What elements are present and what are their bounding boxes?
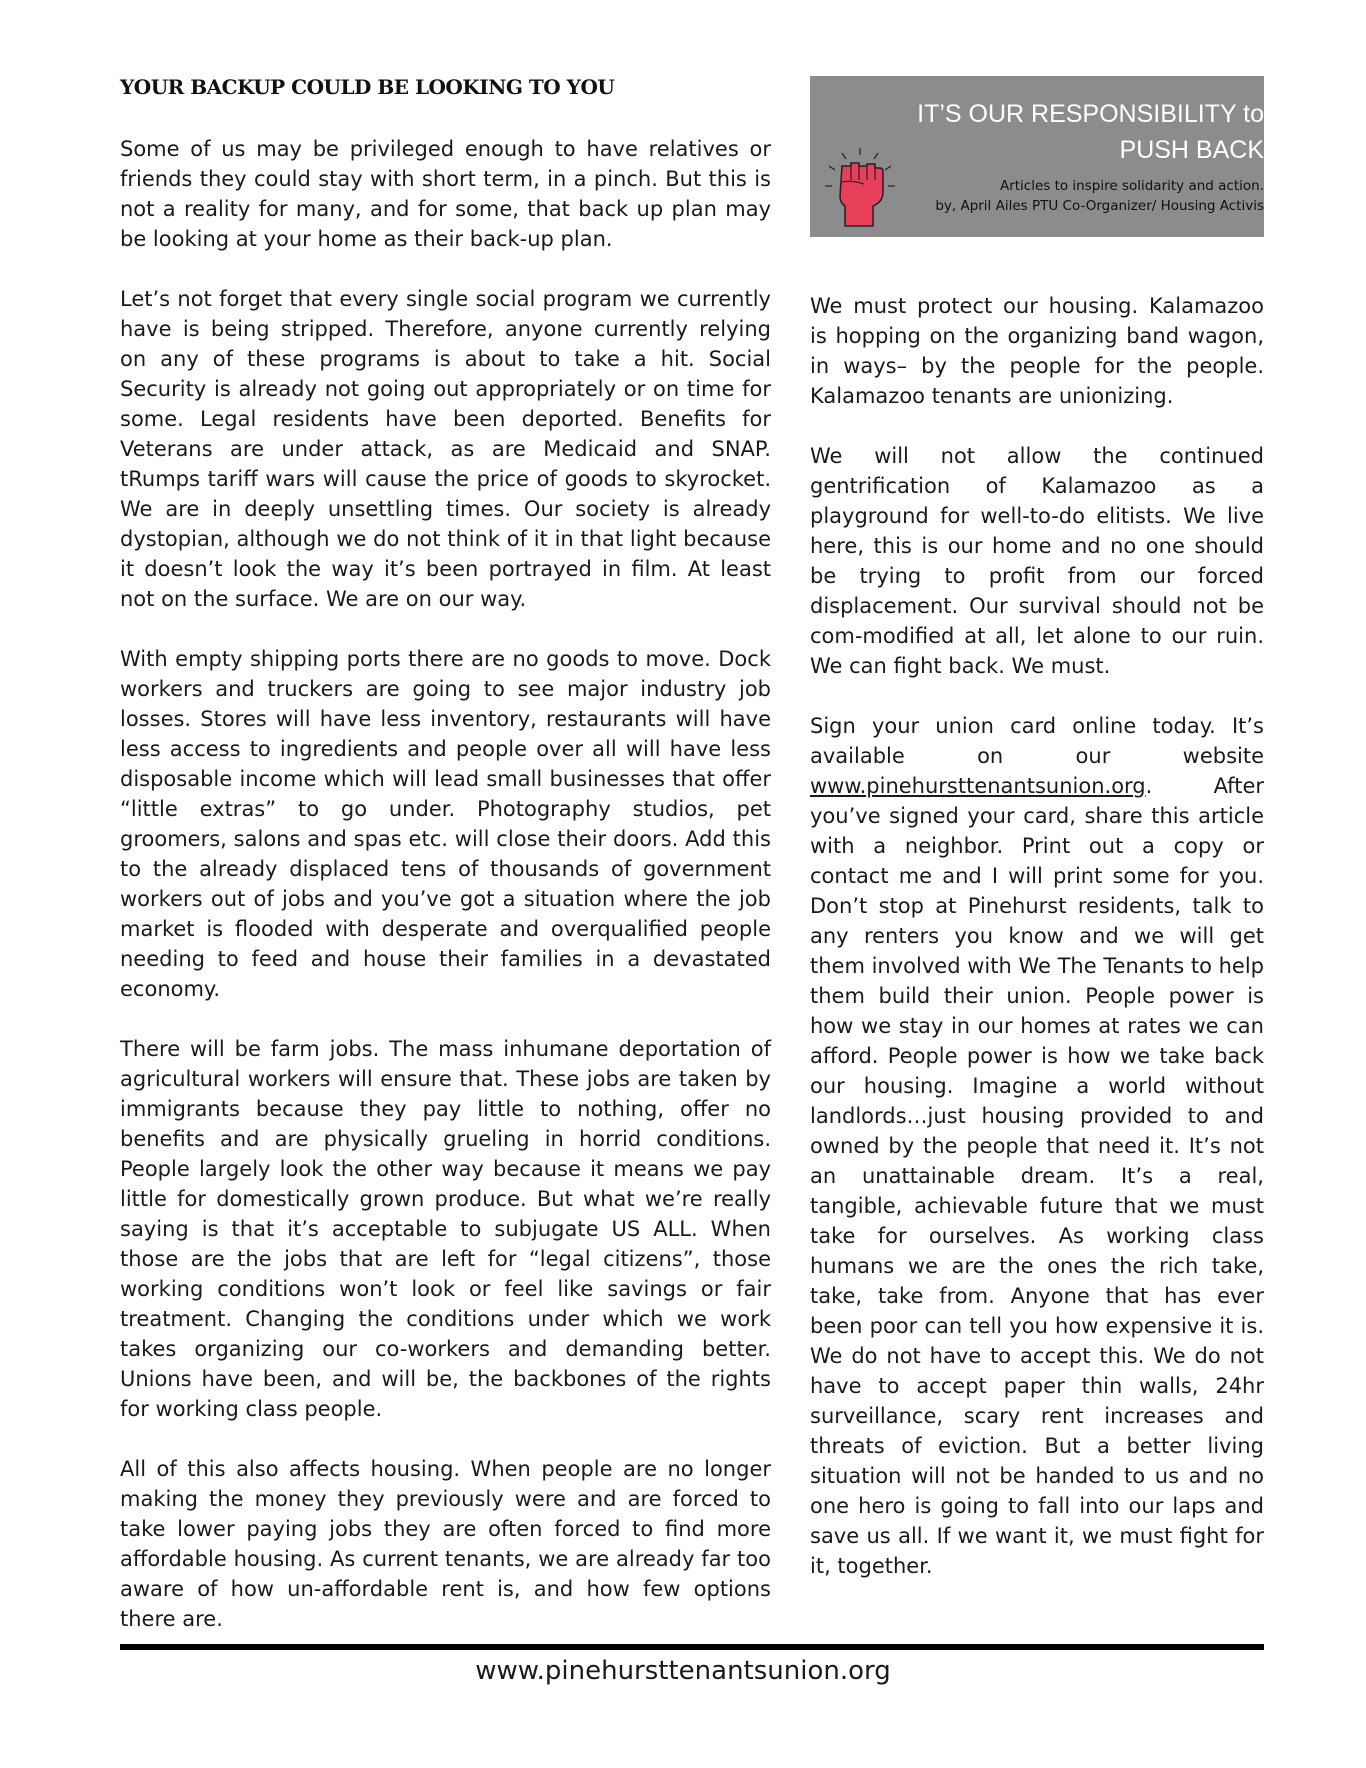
left-paragraph-4: There will be farm jobs. The mass inhumane deportation of agricultural workers will ensure that. These jobs are taken by immigrants because they pay little to nothing, offer no benefits and are physically grueling in horrid conditions. People largely look the other way because it means we pay little for domestically grown produce. But what we’re really saying is that it’s acceptable to subjugate US ALL. When those are the jobs that are left for “legal citizens”, those working conditions won’t look or feel like savings or fair treatment. Changing the conditions under which we work takes organizing our co-workers and demanding better. Unions have been, and will be, the backbones of the rights for working class people.	[120, 1037, 771, 1421]
banner-subtitle-line-2: by, April Ailes PTU Co-Organizer/ Housing Activis	[935, 198, 1264, 214]
footer-divider	[120, 1644, 1264, 1650]
article-headline: YOUR BACKUP COULD BE LOOKING TO YOU	[120, 75, 615, 99]
right-paragraph-3	[810, 711, 1264, 1581]
banner-subtitle-line-1: Articles to inspire solidarity and action.	[999, 178, 1264, 194]
right-paragraph-2: We will not allow the continued gentrification of Kalamazoo as a playground for well-to-do elitists. We live here, this is our home and no one should be trying to profit from our forced displacement. Our survival should not be com-modified at all, let alone to our ruin. We can fight back. We must.	[810, 444, 1264, 678]
left-column	[120, 74, 771, 1664]
sign-text-start: Sign your union card online today. It’s available on our website	[810, 714, 1264, 768]
sign-text-rest: . After you’ve signed your card, share this article with a neighbor. Print out a copy or contact me and I will print some for you. Don’t stop at Pinehurst residents, talk to any renters you know and we will get them involved with We The Tenants to help them build their union. People power is how we stay in our homes at rates we can afford. People power is how we take back our housing. Imagine a world without landlords…just housing provided to and owned by the people that need it. It’s not an unattainable dream. It’s a real, tangible, achievable future that we must take for ourselves. As working class humans we are the ones the rich take, take, take from. Anyone that has ever been poor can tell you how expensive it is. We do not have to accept this. We do not have to accept paper thin walls, 24hr surveillance, scary rent increases and threats of eviction. But a better living situation will not be handed to us and no one hero is going to fall into our laps and save us all. If we want it, we must fight for it, together.	[810, 774, 1264, 1578]
column-banner	[810, 76, 1264, 237]
website-link[interactable]: www.pinehursttenantsunion.org	[810, 774, 1146, 798]
left-paragraph-5: All of this also affects housing. When people are no longer making the money they previously were and are forced to take lower paying jobs they are often forced to find more affordable housing. As current tenants, we are already far too aware of how un-affordable rent is, and how few options there are.	[120, 1457, 771, 1631]
banner-title: IT’S OUR RESPONSIBILITY to PUSH BACK	[917, 100, 1264, 164]
footer-url[interactable]: www.pinehursttenantsunion.org	[475, 1656, 891, 1686]
banner-subtitle	[935, 176, 1264, 216]
left-paragraph-1: Some of us may be privileged enough to have relatives or friends they could stay with short term, in a pinch. But this is not a reality for many, and for some, that back up plan may be looking at your home as their back-up plan.	[120, 137, 771, 251]
right-column	[810, 76, 1264, 1611]
left-paragraph-3: With empty shipping ports there are no goods to move. Dock workers and truckers are going to see major industry job losses. Stores will have less inventory, restaurants will have less access to ingredients and people over all will have less disposable income which will lead small businesses that offer “little extras” to go under. Photography studios, pet groomers, salons and spas etc. will close their doors. Add this to the already displaced tens of thousands of government workers out of jobs and you’ve got a situation where the job market is flooded with desperate and overqualified people needing to feed and house their families in a devastated economy.	[120, 647, 771, 1001]
left-paragraph-2: Let’s not forget that every single social program we currently have is being stripped. Therefore, anyone currently relying on any of these programs is about to take a hit. Social Security is already not going out appropriately or on time for some. Legal residents have been deported. Benefits for Veterans are under attack, as are Medicaid and SNAP. tRumps tariff wars will cause the price of goods to skyrocket. We are in deeply unsettling times. Our society is already dystopian, although we do not think of it in that light because it doesn’t look the way it’s been portrayed in film. At least not on the surface. We are on our way.	[120, 287, 771, 611]
right-paragraph-1: We must protect our housing. Kalamazoo is hopping on the organizing band wagon, in ways– by the people for the people. Kalamazoo tenants are unionizing.	[810, 294, 1264, 408]
